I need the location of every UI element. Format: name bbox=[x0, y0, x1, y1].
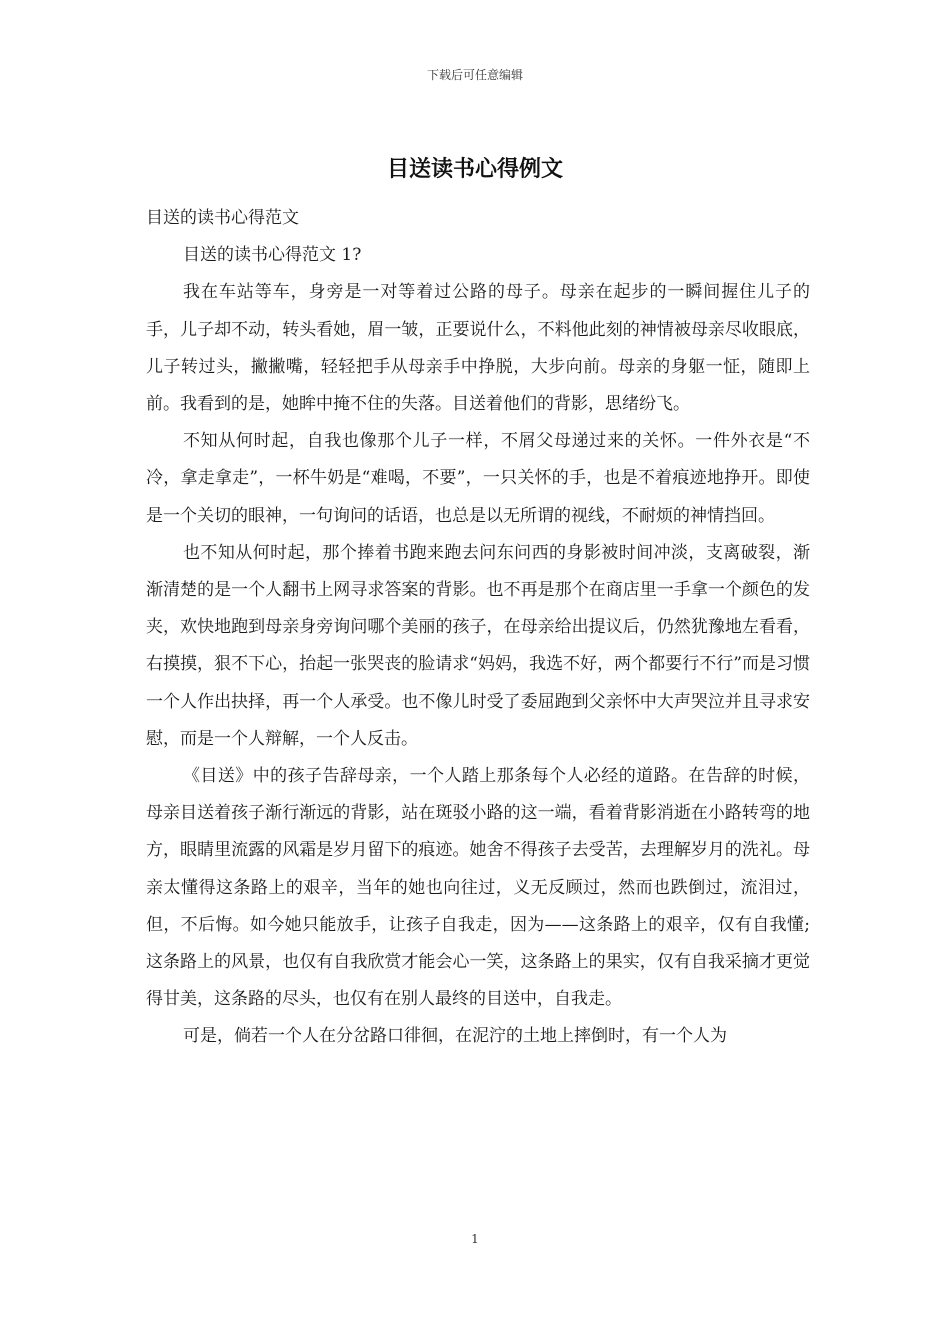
paragraph: 我在车站等车，身旁是一对等着过公路的母子。母亲在起步的一瞬间握住儿子的手，儿子却不动，转头看她，眉一皱，正要说什么，不料他此刻的神情被母亲尽收眼底，儿子转过头，撇撇嘴，轻轻把手从母亲手中挣脱，大步向前。母亲的身躯一怔，随即上前。我看到的是，她眸中掩不住的失落。目送着他们的背影，思绪纷飞。 bbox=[146, 282, 810, 415]
document-subtitle: 目送的读书心得范文 bbox=[146, 208, 299, 228]
document-title: 目送读书心得例文 bbox=[386, 156, 563, 182]
section-heading: 目送的读书心得范文 1? bbox=[183, 245, 362, 266]
document-body bbox=[146, 200, 810, 1056]
paragraph: 不知从何时起，自我也像那个儿子一样，不屑父母递过来的关怀。一件外衣是“不冷，拿走拿走”，一杯牛奶是“难喝，不要”，一只关怀的手，也是不着痕迹地挣开。即使是一个关切的眼神，一句询问的话语，也总是以无所谓的视线，不耐烦的神情挡回。 bbox=[146, 431, 810, 526]
paragraph: 可是，倘若一个人在分岔路口徘徊，在泥泞的土地上摔倒时，有一个人为 bbox=[183, 1026, 727, 1047]
header-note: 下载后可任意编辑 bbox=[426, 68, 523, 82]
paragraph: 《目送》中的孩子告辞母亲，一个人踏上那条每个人必经的道路。在告辞的时候，母亲目送着孩子渐行渐远的背影，站在斑驳小路的这一端，看着背影消逝在小路转弯的地方，眼睛里流露的风霜是岁月留下的痕迹。她舍不得孩子去受苦，去理解岁月的洗礼。母亲太懂得这条路上的艰辛，当年的她也向往过，义无反顾过，然而也跌倒过，流泪过，但，不后悔。如今她只能放手，让孩子自我走，因为——这条路上的艰辛，仅有自我懂;这条路上的风景，也仅有自我欣赏才能会心一笑，这条路上的果实，仅有自我采摘才更觉得甘美，这条路的尽头，也仅有在别人最终的目送中，自我走。 bbox=[146, 766, 810, 1010]
paragraph: 也不知从何时起，那个捧着书跑来跑去问东问西的身影被时间冲淡，支离破裂，渐渐清楚的是一个人翻书上网寻求答案的背影。也不再是那个在商店里一手拿一个颜色的发夹，欢快地跑到母亲身旁询问哪个美丽的孩子，在母亲给出提议后，仍然犹豫地左看看，右摸摸，狠不下心，抬起一张哭丧的脸请求“妈妈，我选不好，两个都要行不行”而是习惯一个人作出抉择，再一个人承受。也不像儿时受了委屈跑到父亲怀中大声哭泣并且寻求安慰，而是一个人辩解，一个人反击。 bbox=[146, 542, 810, 749]
page-number: 1 bbox=[471, 1232, 479, 1246]
